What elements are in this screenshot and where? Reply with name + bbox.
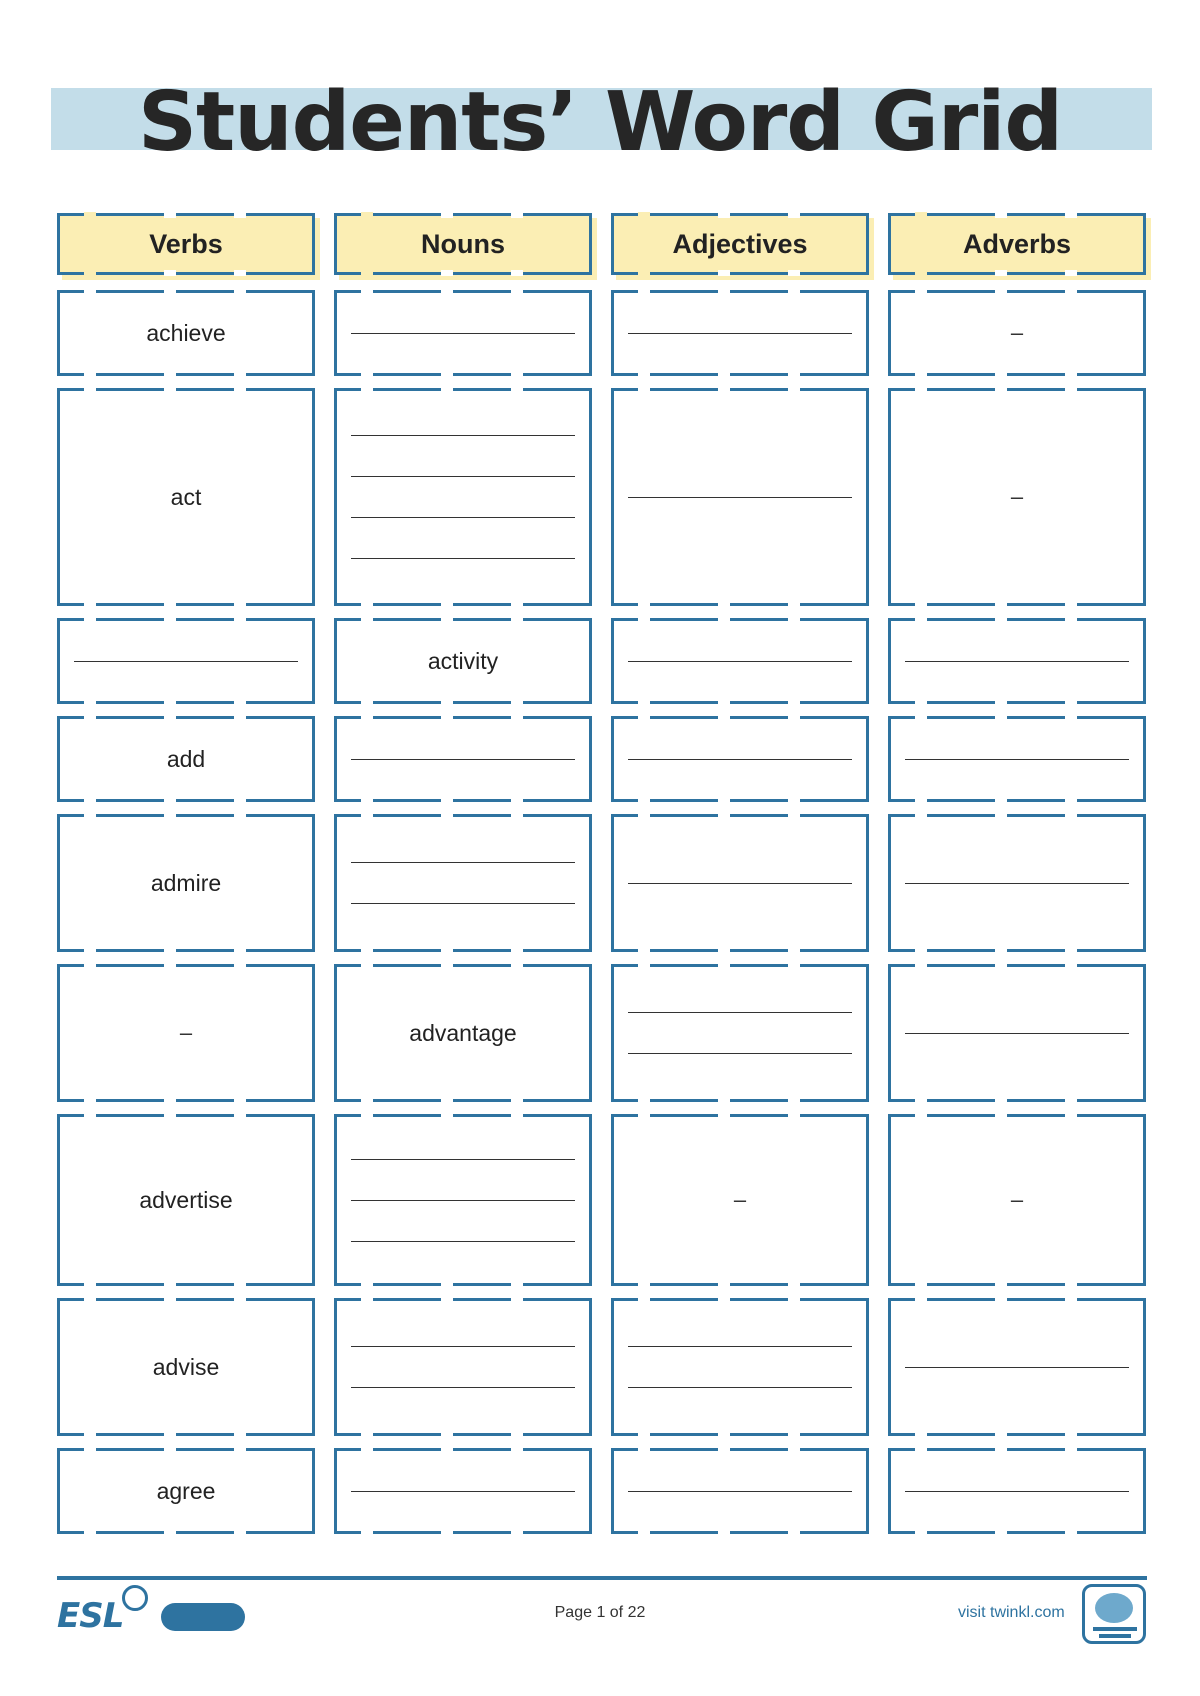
grid-cell-nouns: [334, 964, 592, 1102]
grid-cell-verbs: [57, 388, 315, 606]
grid-cell-verbs: [57, 1448, 315, 1534]
word-label: achieve: [146, 319, 226, 346]
grid-cell-verbs: [57, 964, 315, 1102]
visit-link[interactable]: visit twinkl.com: [958, 1604, 1065, 1621]
column-header-verbs: [57, 213, 315, 275]
grid-cell-adjectives[interactable]: [611, 1298, 869, 1436]
not-applicable-dash: –: [1010, 1187, 1024, 1212]
grid-cell-verbs: [57, 814, 315, 952]
answer-write-line[interactable]: [351, 558, 575, 559]
grid-cell-verbs: [57, 1298, 315, 1436]
answer-write-line[interactable]: [351, 759, 575, 760]
answer-write-line[interactable]: [905, 1491, 1129, 1492]
answer-write-line[interactable]: [351, 1387, 575, 1388]
grid-cell-nouns[interactable]: [334, 1298, 592, 1436]
answer-write-line[interactable]: [351, 903, 575, 904]
answer-write-line[interactable]: [628, 759, 852, 760]
word-label: advantage: [409, 1019, 517, 1046]
answer-write-line[interactable]: [351, 862, 575, 863]
answer-write-line[interactable]: [628, 1387, 852, 1388]
word-label: admire: [150, 869, 222, 896]
quality-standard-seal-icon: [1082, 1584, 1146, 1644]
word-label: add: [166, 745, 206, 772]
grid-cell-adverbs[interactable]: [888, 618, 1146, 704]
grid-cell-nouns[interactable]: [334, 388, 592, 606]
answer-write-line[interactable]: [905, 661, 1129, 662]
word-label: act: [170, 483, 202, 510]
answer-write-line[interactable]: [351, 1159, 575, 1160]
column-header-label: Adjectives: [611, 213, 869, 275]
answer-write-line[interactable]: [74, 661, 298, 662]
grid-cell-nouns[interactable]: [334, 1448, 592, 1534]
answer-write-line[interactable]: [628, 1346, 852, 1347]
answer-write-line[interactable]: [351, 1241, 575, 1242]
answer-write-line[interactable]: [351, 1491, 575, 1492]
answer-write-line[interactable]: [628, 497, 852, 498]
esl-logo: ESL: [57, 1596, 124, 1636]
grid-cell-adjectives[interactable]: [611, 716, 869, 802]
answer-write-line[interactable]: [905, 1033, 1129, 1034]
grid-cell-nouns[interactable]: [334, 814, 592, 952]
grid-cell-verbs: [57, 716, 315, 802]
grid-cell-adverbs[interactable]: [888, 1448, 1146, 1534]
grid-cell-adjectives: [611, 1114, 869, 1286]
footer-divider: [57, 1576, 1147, 1580]
word-label: advise: [152, 1353, 220, 1380]
answer-write-line[interactable]: [351, 1346, 575, 1347]
answer-write-line[interactable]: [905, 1367, 1129, 1368]
grid-cell-nouns[interactable]: [334, 290, 592, 376]
grid-cell-verbs[interactable]: [57, 618, 315, 704]
word-grid: [57, 213, 1147, 1546]
answer-write-line[interactable]: [628, 883, 852, 884]
column-header-label: Nouns: [334, 213, 592, 275]
answer-write-line[interactable]: [628, 1012, 852, 1013]
grid-cell-adjectives[interactable]: [611, 618, 869, 704]
grid-cell-adjectives[interactable]: [611, 388, 869, 606]
answer-write-line[interactable]: [351, 435, 575, 436]
answer-write-line[interactable]: [905, 883, 1129, 884]
grid-cell-adverbs: [888, 1114, 1146, 1286]
page-title: Students’ Word Grid: [137, 75, 1063, 170]
word-label: agree: [156, 1477, 216, 1504]
answer-write-line[interactable]: [628, 661, 852, 662]
grid-cell-adjectives[interactable]: [611, 814, 869, 952]
column-header-adjectives: [611, 213, 869, 275]
grid-cell-adjectives[interactable]: [611, 964, 869, 1102]
grid-cell-verbs: [57, 290, 315, 376]
grid-cell-adverbs: [888, 290, 1146, 376]
grid-cell-adjectives[interactable]: [611, 1448, 869, 1534]
page-number: Page 1 of 22: [554, 1604, 646, 1621]
grid-cell-adverbs[interactable]: [888, 814, 1146, 952]
column-header-nouns: [334, 213, 592, 275]
answer-write-line[interactable]: [351, 476, 575, 477]
column-header-label: Adverbs: [888, 213, 1146, 275]
grid-cell-adverbs: [888, 388, 1146, 606]
not-applicable-dash: –: [1010, 484, 1024, 509]
column-header-label: Verbs: [57, 213, 315, 275]
not-applicable-dash: –: [733, 1187, 747, 1212]
not-applicable-dash: –: [179, 1020, 193, 1045]
answer-write-line[interactable]: [905, 759, 1129, 760]
answer-write-line[interactable]: [351, 333, 575, 334]
answer-write-line[interactable]: [628, 1053, 852, 1054]
answer-write-line[interactable]: [351, 517, 575, 518]
column-header-adverbs: [888, 213, 1146, 275]
answer-write-line[interactable]: [628, 333, 852, 334]
not-applicable-dash: –: [1010, 320, 1024, 345]
answer-write-line[interactable]: [351, 1200, 575, 1201]
grid-cell-nouns: [334, 618, 592, 704]
grid-cell-adjectives[interactable]: [611, 290, 869, 376]
grid-cell-adverbs[interactable]: [888, 1298, 1146, 1436]
word-label: advertise: [139, 1186, 233, 1213]
grid-cell-nouns[interactable]: [334, 1114, 592, 1286]
grid-cell-adverbs[interactable]: [888, 964, 1146, 1102]
grid-cell-nouns[interactable]: [334, 716, 592, 802]
grid-cell-verbs: [57, 1114, 315, 1286]
word-label: activity: [427, 647, 499, 674]
answer-write-line[interactable]: [628, 1491, 852, 1492]
grid-cell-adverbs[interactable]: [888, 716, 1146, 802]
